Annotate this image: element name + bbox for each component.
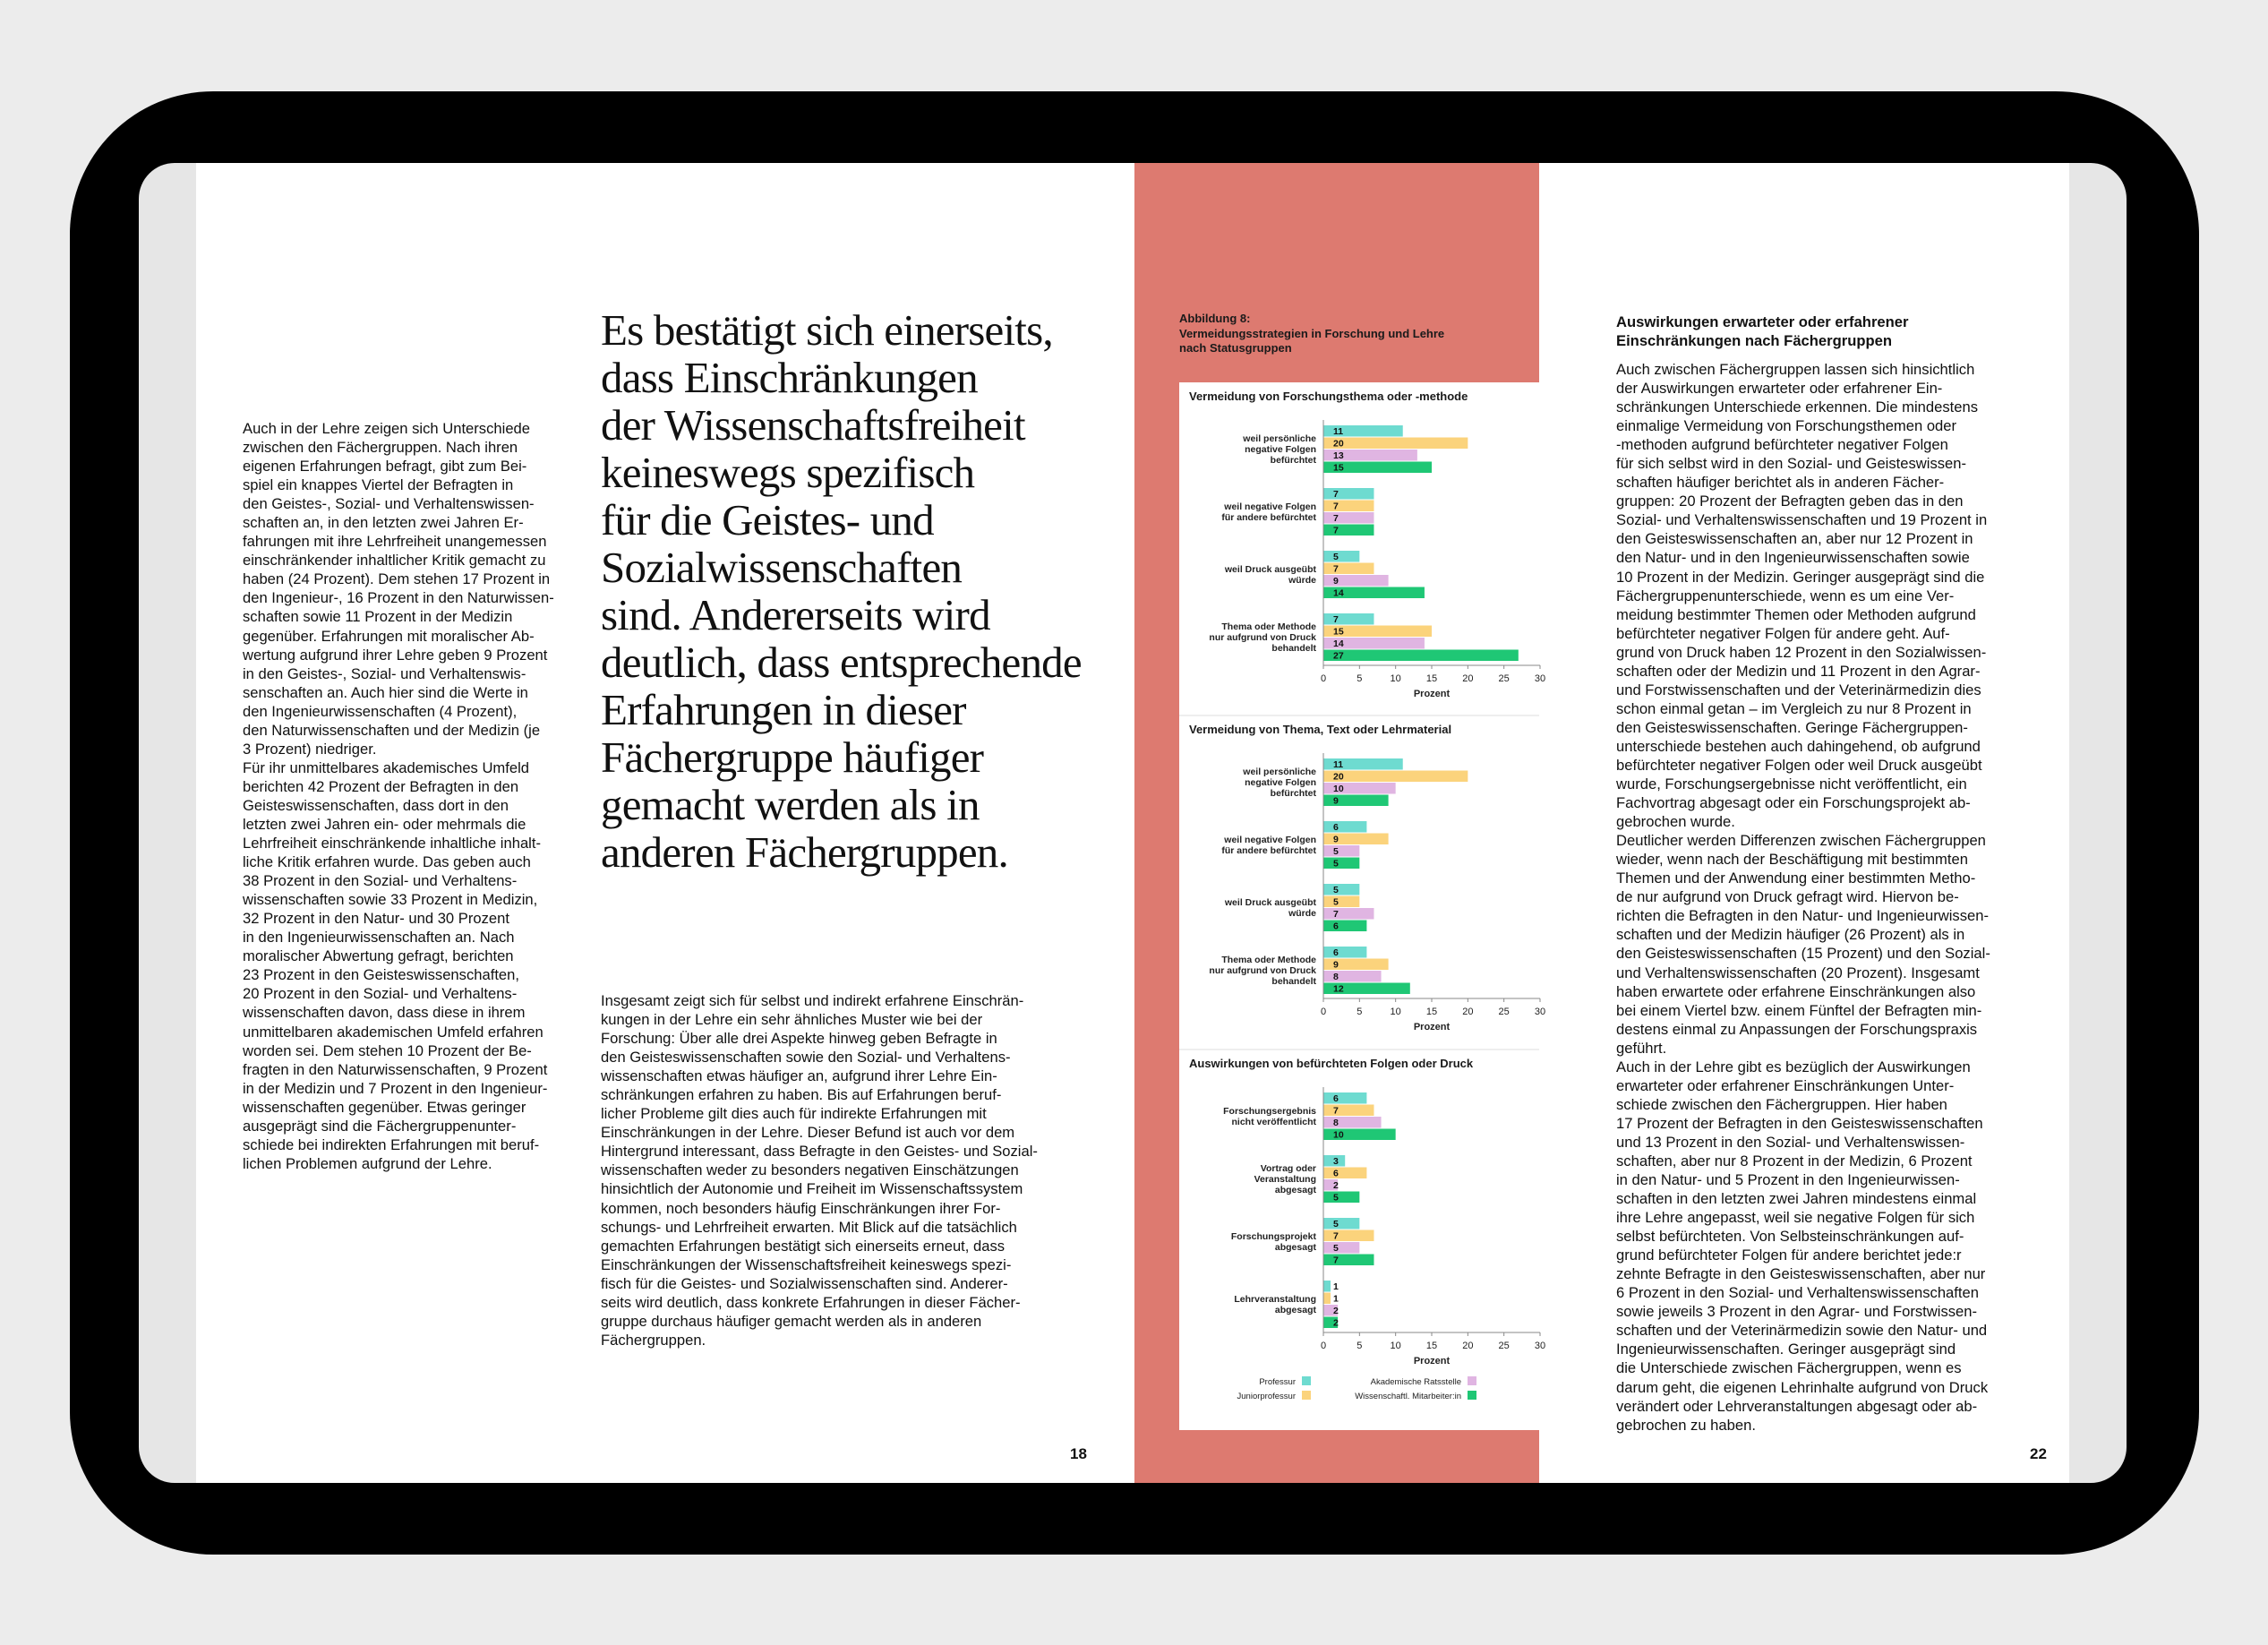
category-label: nur aufgrund von Druck <box>1209 632 1316 643</box>
chart-panel-2 <box>1179 715 1545 1032</box>
bar <box>1323 551 1359 562</box>
bar-value-label: 8 <box>1333 1118 1339 1128</box>
bar-value-label: 1 <box>1333 1293 1339 1305</box>
left-summary-column: Insgesamt zeigt sich für selbst und indirekt erfahrene Einschrän- kungen in der Lehre ein sehr ähnliches Muster wie bei der Forschung: Über alle drei Aspekte hinweg geben Befragte in den Geisteswissenschaften sowie den Sozial- und Verhaltens- wissenschaften etwas häufiger an, aufgrund ihrer Lehre Ein- schränkungen erfahren zu haben. Bis auf Erfahrungen beruf- licher Probleme gilt dies auch für indirekte Erfahrungen mit Einschränkungen in der Lehre. Dieser Befund ist auch vor dem Hintergrund interessant, dass Befragte in den Geistes- und Sozial- wissenschaften weder zu besonders negativen Einschätzungen hinsichtlich der Autonomie und Freiheit im Wissenschaftssystem kommen, noch besonders häufig Einschränkungen ihrer For- schungs- und Lehrfreiheit erwarten. Mit Blick auf die tatsächlich gemachten Erfahrungen bestätigt sich einerseits erneut, dass Einschränkungen der Wissenschaftsfreiheit keineswegs spezi- fisch für die Geistes- und Sozialwissenschaften sind. Anderer- seits wird deutlich, dass konkrete Erfahrungen in dieser Fächer- gruppe durchaus häufiger gemacht werden als in anderen Fächergruppen. <box>601 992 1038 1349</box>
figure-panel <box>1134 163 1546 1483</box>
pull-quote: Es bestätigt sich einerseits, dass Einschränkungen der Wissenschaftsfreiheit keineswegs spezifisch für die Geistes- und Sozialwissenschaften sind. Andererseits wird deutlich, dass entsprechende Erfahrungen in dieser Fächergruppe häufiger gemacht werden als in anderen Fächergruppen. <box>601 305 1082 877</box>
figure-charts <box>1179 382 1546 1430</box>
x-tick-label: 30 <box>1534 673 1546 684</box>
right-page <box>1134 163 2069 1483</box>
bar-value-label: 9 <box>1333 959 1339 971</box>
bar-value-label: 5 <box>1333 885 1339 895</box>
bar <box>1323 921 1366 932</box>
bar <box>1323 1242 1359 1254</box>
bar <box>1323 858 1359 870</box>
legend-label: Akademische Ratsstelle <box>1370 1377 1461 1387</box>
x-tick-label: 10 <box>1390 1007 1401 1017</box>
category-label: weil negative Folgen <box>1224 501 1316 512</box>
tablet-screen <box>139 163 2127 1483</box>
category-label: weil Druck ausgeübt <box>1224 564 1316 575</box>
bar <box>1323 1281 1331 1292</box>
bar <box>1323 845 1359 857</box>
category-label: würde <box>1288 575 1316 586</box>
chart-title: Vermeidung von Thema, Text oder Lehrmaterial <box>1189 723 1452 736</box>
bar-value-label: 20 <box>1333 771 1344 783</box>
bar <box>1323 884 1359 895</box>
x-axis-label: Prozent <box>1413 1022 1451 1032</box>
bar-value-label: 10 <box>1333 1129 1344 1141</box>
chart-title: Auswirkungen von befürchteten Folgen oder Druck <box>1189 1057 1474 1070</box>
bar <box>1323 821 1366 833</box>
category-label: weil negative Folgen <box>1224 835 1316 845</box>
bar <box>1323 1117 1382 1128</box>
bar-value-label: 9 <box>1333 576 1339 587</box>
category-label: Lehrveranstaltung <box>1234 1294 1316 1305</box>
bar <box>1323 1192 1359 1204</box>
bar <box>1323 1218 1359 1229</box>
x-tick-label: 15 <box>1425 1341 1438 1351</box>
category-label: negative Folgen <box>1245 444 1316 455</box>
bar <box>1323 650 1519 662</box>
x-tick-label: 15 <box>1425 1007 1438 1017</box>
category-label: abgesagt <box>1274 1185 1316 1195</box>
bar-value-label: 7 <box>1333 1230 1339 1242</box>
bar-value-label: 2 <box>1333 1306 1339 1316</box>
category-label: negative Folgen <box>1245 777 1316 788</box>
bar-value-label: 8 <box>1333 972 1339 982</box>
legend-swatch <box>1302 1376 1311 1385</box>
bar-value-label: 11 <box>1333 426 1344 437</box>
page-number-left: 18 <box>1070 1445 1087 1462</box>
bar-value-label: 6 <box>1333 822 1339 833</box>
section-heading: Auswirkungen erwarteter oder erfahrener Einschränkungen nach Fächergruppen <box>1616 313 1909 349</box>
x-tick-label: 5 <box>1357 1007 1363 1017</box>
bar-value-label: 2 <box>1333 1180 1339 1191</box>
chart-title: Vermeidung von Forschungsthema oder -methode <box>1189 390 1468 403</box>
legend-swatch <box>1468 1376 1476 1385</box>
bar <box>1323 1168 1366 1179</box>
bar-value-label: 7 <box>1333 501 1339 512</box>
bar <box>1323 947 1366 958</box>
legend-label: Juniorprofessur <box>1237 1392 1296 1401</box>
chart-panel-3 <box>1179 1050 1545 1401</box>
bar-value-label: 9 <box>1333 795 1339 807</box>
category-label: abgesagt <box>1274 1305 1316 1315</box>
bar-value-label: 6 <box>1333 947 1339 958</box>
category-label: behandelt <box>1271 643 1316 654</box>
bar-value-label: 6 <box>1333 1168 1339 1179</box>
bar <box>1323 771 1468 783</box>
bar-value-label: 7 <box>1333 1105 1339 1117</box>
category-label: würde <box>1288 908 1316 919</box>
bar <box>1323 971 1382 982</box>
x-tick-label: 30 <box>1534 1341 1546 1351</box>
bar-value-label: 7 <box>1333 513 1339 524</box>
bar-value-label: 14 <box>1333 638 1344 649</box>
legend-swatch <box>1468 1391 1476 1400</box>
bar <box>1323 896 1359 908</box>
bar <box>1323 488 1374 500</box>
bar <box>1323 1105 1374 1117</box>
bar-value-label: 3 <box>1333 1156 1339 1167</box>
bar-value-label: 5 <box>1333 1243 1339 1254</box>
x-tick-label: 25 <box>1498 673 1510 684</box>
category-label: befürchtet <box>1270 788 1316 799</box>
bar-value-label: 5 <box>1333 858 1339 870</box>
bar-value-label: 15 <box>1333 626 1344 638</box>
chart-panel-1 <box>1189 390 1545 699</box>
page-number-right: 22 <box>2030 1445 2047 1462</box>
bar-value-label: 7 <box>1333 525 1339 536</box>
bar-value-label: 9 <box>1333 834 1339 845</box>
left-body-column: Auch in der Lehre zeigen sich Unterschiede zwischen den Fächergruppen. Nach ihren eigenen Erfahrungen befragt, gibt zum Bei- spiel ein knappes Viertel der Befragten in den Geistes-, Sozial- und Verhaltenswissen- schaften an, in den letzten zwei Jahren Er- fahrungen mit ihre Lehrfreiheit unangemessen einschränkender inhaltlicher Kritik gemacht zu haben (24 Prozent). Dem stehen 17 Prozent in den Ingenieur-, 16 Prozent in den Naturwissen- schaften sowie 11 Prozent in der Medizin gegenüber. Erfahrungen mit moralischer Ab- wertung aufgrund ihrer Lehre geben 9 Prozent in den Geistes-, Sozial- und Verhaltenswis- senschaften an. Auch hier sind die Werte in den Ingenieurwissenschaften (4 Prozent), den Naturwissenschaften und der Medizin (je 3 Prozent) niedriger. Für ihr unmittelbares akademisches Umfeld berichten 42 Prozent der Befragten in den Geisteswissenschaften, dass dort in den letzten zwei Jahren ein- oder mehrmals die Lehrfreiheit einschränkende inhaltliche inhalt- liche Kritik erfahren wurde. Das geben auch 38 Prozent in den Sozial- und Verhaltens- wissenschaften sowie 33 Prozent in Medizin, 32 Prozent in den Natur- und 30 Prozent in den Ingenieurwissenschaften an. Nach moralischer Abwertung gefragt, berichten 23 Prozent in den Geisteswissenschaften, 20 Prozent in den Sozial- und Verhaltens- wissenschaften davon, dass diese in ihrem unmittelbaren akademischen Umfeld erfahren worden sei. Dem stehen 10 Prozent der Be- fragten in den Naturwissenschaften, 9 Prozent in der Medizin und 7 Prozent in den Ingenieur- wissenschaften gegenüber. Etwas geringer ausgeprägt sind die Fächergruppenunter- schiede bei indirekten Erfahrungen mit beruf- lichen Problemen aufgrund der Lehre. <box>243 420 554 1172</box>
category-label: für andere befürchtet <box>1221 845 1316 856</box>
right-body-column: Auch zwischen Fächergruppen lassen sich hinsichtlich der Auswirkungen erwarteter oder erfahrener Ein- schränkungen Unterschiede erkennen. Die mindestens einmalige Vermeidung von Forschungsthemen oder -methoden aufgrund befürchteter negativer Folgen für sich selbst wird in den Sozial- und Geisteswissen- schaften häufiger berichtet als in anderen Fächer- gruppen: 20 Prozent der Befragten geben das in den Sozial- und Verhaltenswissenschaften und 19 Prozent in den Geisteswissenschaften an, aber nur 12 Prozent in den Natur- und in den Ingenieurwissenschaften sowie 10 Prozent in der Medizin. Geringer ausgeprägt sind die Fächergruppenunterschiede, wenn es um eine Ver- meidung bestimmter Themen oder Methoden aufgrund befürchteter negativer Folgen für andere geht. Auf- grund von Druck haben 12 Prozent in den Sozialwissen- schaften oder der Medizin und 11 Prozent in den Agrar- und Forstwissenschaften und der Veterinärmedizin dies schon einmal getan – im Vergleich zu nur 8 Prozent in den Geisteswissenschaften. Geringe Fächergruppen- unterschiede bestehen auch dahingehend, ob aufgrund befürchteter negativer Folgen oder weil Druck ausgeübt wurde, Forschungsergebnisse nicht veröffentlicht, ein Fachvortrag abgesagt oder ein Forschungsprojekt ab- gebrochen wurde. Deutlicher werden Differenzen zwischen Fächergruppen wieder, wenn nach der Beschäftigung mit bestimmten Themen und der Anwendung einer bestimmten Metho- de nur aufgrund von Druck gefragt wird. Hiervon be- richten die Befragten in den Natur- und Ingenieurwissen- schaften und der Medizin häufiger (26 Prozent) als in den Geisteswissenschaften (15 Prozent) und den Sozial- und Verhaltenswissenschaften (20 Prozent). Insgesamt haben erwartete oder erfahrene Einschränkungen also bei einem Viertel bzw. einem Fünftel der Befragten min- destens einmal zu Anpassungen der Forschungspraxis geführt. Auch in der Lehre gibt es bezüglich der Auswirkungen erwarteter oder erfahrener Einschränkungen Unter- schiede zwischen den Fächergruppen. Hier haben 17 Prozent der Befragten in den Geisteswissenschaften und 13 Prozent in den Sozial- und Verhaltenswissen- schaften, aber nur 8 Prozent in der Medizin, 6 Prozent in den Natur- und 5 Prozent in den Ingenieurwissen- schaften in den letzten zwei Jahren mindestens einmal ihre Lehre angepasst, weil sie negative Folgen für sich selbst befürchteten. Von Selbsteinschränkungen auf- grund befürchteter Folgen für andere berichtet jede:r zehnte Befragte in den Geisteswissenschaften, aber nur 6 Prozent in den Sozial- und Verhaltenswissenschaften sowie jeweils 3 Prozent in den Agrar- und Forstwissen- schaften und der Veterinärmedizin sowie den Natur- und Ingenieurwissenschaften. Geringer ausgeprägt sind die Unterschiede zwischen Fächergruppen, wenn es darum geht, die eigenen Lehrinhalte aufgrund von Druck verändert oder Lehrveranstaltungen abgesagt oder ab- gebrochen zu haben. <box>1616 361 1990 1434</box>
x-tick-label: 0 <box>1320 673 1327 684</box>
bar-value-label: 7 <box>1333 1255 1339 1266</box>
bar <box>1323 525 1374 536</box>
x-tick-label: 20 <box>1462 673 1474 684</box>
bar-value-label: 27 <box>1333 650 1344 662</box>
category-label: behandelt <box>1271 976 1316 987</box>
category-label: Vortrag oder <box>1260 1163 1316 1174</box>
bar <box>1323 1255 1374 1266</box>
x-tick-label: 15 <box>1425 673 1438 684</box>
bar <box>1323 1230 1374 1242</box>
bar <box>1323 563 1374 575</box>
bar-value-label: 6 <box>1333 1093 1339 1104</box>
category-label: Thema oder Methode <box>1221 621 1316 632</box>
x-tick-label: 5 <box>1357 673 1363 684</box>
bar-value-label: 5 <box>1333 1219 1339 1229</box>
bar-value-label: 7 <box>1333 909 1339 920</box>
x-tick-label: 0 <box>1320 1341 1327 1351</box>
category-label: Thema oder Methode <box>1221 955 1316 965</box>
bar-value-label: 20 <box>1333 438 1344 450</box>
x-tick-label: 25 <box>1498 1007 1510 1017</box>
legend-swatch <box>1302 1391 1311 1400</box>
bar-value-label: 13 <box>1333 450 1344 461</box>
bar <box>1323 1092 1366 1104</box>
bar-value-label: 5 <box>1333 846 1339 857</box>
x-tick-label: 10 <box>1390 673 1401 684</box>
bar-value-label: 6 <box>1333 921 1339 932</box>
bar-value-label: 5 <box>1333 1192 1339 1204</box>
legend-label: Professur <box>1259 1377 1296 1387</box>
figure-caption: Abbildung 8: Vermeidungsstrategien in Forschung und Lehre nach Statusgruppen <box>1179 312 1445 355</box>
category-label: weil persönliche <box>1243 433 1316 444</box>
category-label: weil Druck ausgeübt <box>1224 897 1316 908</box>
bar <box>1323 438 1468 450</box>
bar-value-label: 2 <box>1333 1317 1339 1329</box>
bar-value-label: 15 <box>1333 462 1344 474</box>
category-label: nur aufgrund von Druck <box>1209 965 1316 976</box>
bar-value-label: 7 <box>1333 489 1339 500</box>
bar-value-label: 1 <box>1333 1281 1339 1292</box>
bar <box>1323 512 1374 524</box>
x-tick-label: 30 <box>1534 1007 1546 1017</box>
category-label: abgesagt <box>1274 1242 1316 1253</box>
bar-value-label: 11 <box>1333 759 1344 770</box>
bar <box>1323 908 1374 920</box>
x-tick-label: 0 <box>1320 1007 1327 1017</box>
category-label: weil persönliche <box>1243 767 1316 777</box>
bar-value-label: 10 <box>1333 784 1344 794</box>
bar <box>1323 501 1374 512</box>
category-label: für andere befürchtet <box>1221 512 1316 523</box>
bar-value-label: 12 <box>1333 983 1344 995</box>
bar-value-label: 7 <box>1333 614 1339 625</box>
x-tick-label: 20 <box>1462 1007 1474 1017</box>
x-tick-label: 10 <box>1390 1341 1401 1351</box>
x-tick-label: 5 <box>1357 1341 1363 1351</box>
x-tick-label: 25 <box>1498 1341 1510 1351</box>
x-tick-label: 20 <box>1462 1341 1474 1351</box>
category-label: Forschungsprojekt <box>1230 1231 1316 1242</box>
bar-value-label: 7 <box>1333 563 1339 575</box>
legend-label: Wissenschaftl. Mitarbeiter:in <box>1355 1392 1461 1401</box>
left-page <box>196 163 1134 1483</box>
category-label: nicht veröffentlicht <box>1231 1117 1316 1127</box>
bar-value-label: 14 <box>1333 587 1344 599</box>
category-label: Veranstaltung <box>1254 1174 1316 1185</box>
x-axis-label: Prozent <box>1413 1356 1451 1367</box>
bar-value-label: 5 <box>1333 896 1339 908</box>
category-label: Forschungsergebnis <box>1223 1106 1316 1117</box>
bar-value-label: 5 <box>1333 552 1339 562</box>
category-label: befürchtet <box>1270 455 1316 466</box>
bar <box>1323 1293 1331 1305</box>
bar <box>1323 613 1374 625</box>
x-axis-label: Prozent <box>1413 689 1451 699</box>
chart-card <box>1179 382 1546 1430</box>
